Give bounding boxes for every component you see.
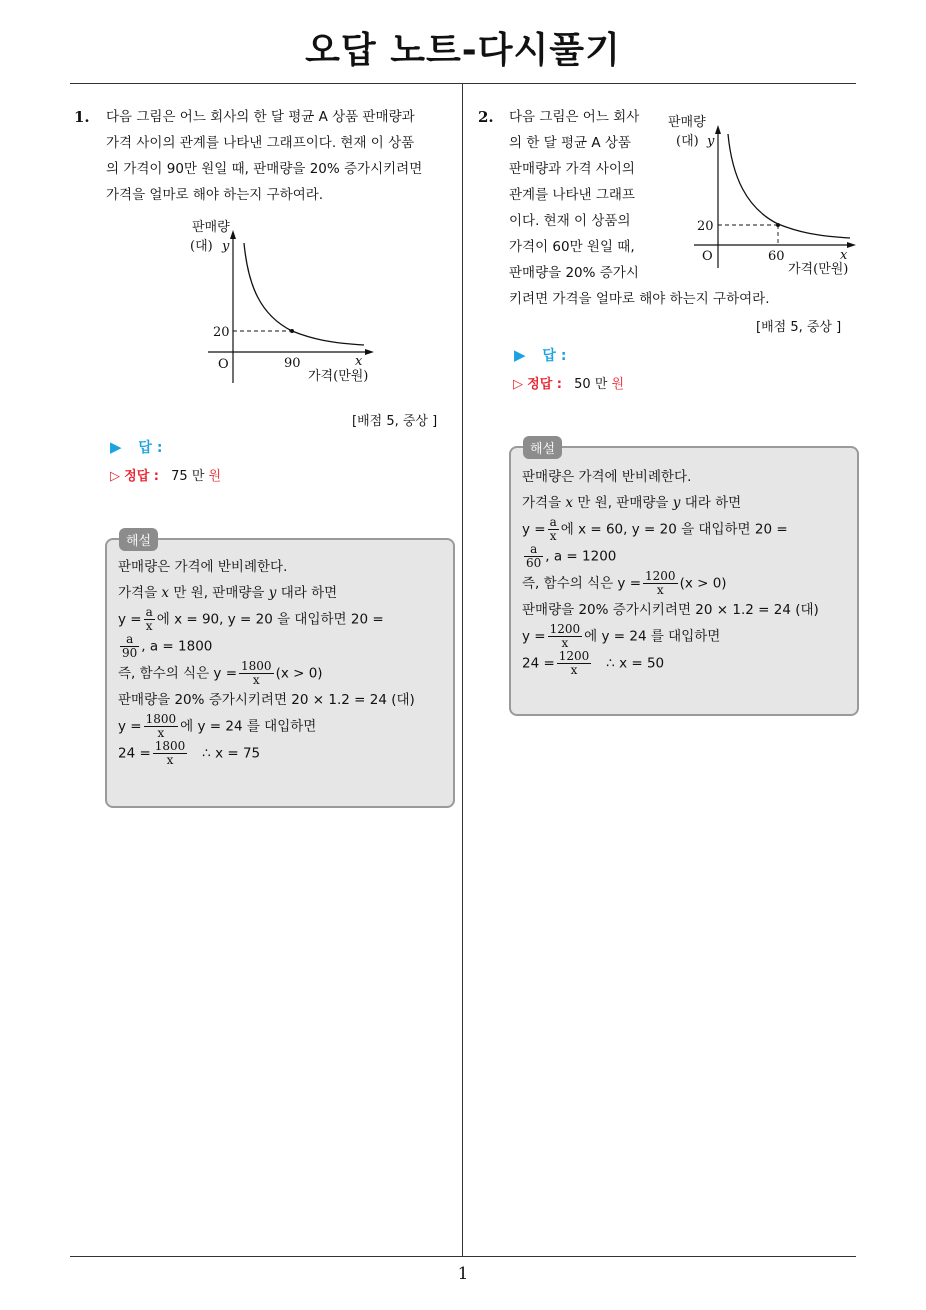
fraction: $\frac{a}{90}$	[122, 632, 138, 660]
y-axis-arrow	[715, 125, 721, 134]
question-1-explanation-tag: 해설	[119, 528, 158, 551]
play-icon: ▶	[110, 438, 122, 456]
question-2-answer	[514, 345, 566, 365]
fraction: $\frac{1800}{x}$	[154, 739, 186, 767]
fraction: $\frac{1200}{x}$	[549, 622, 581, 650]
y-axis-var: y	[707, 134, 715, 149]
expl-line: $\frac{a}{90}$ , a = 1800	[122, 632, 213, 660]
triangle-outline-icon: ▷	[110, 469, 120, 484]
question-line: 가격이 60만 원일 때,	[509, 239, 635, 255]
curve-point	[776, 223, 780, 227]
expl-line: 가격을 x 만 원, 판매량을 y 대라 하면	[118, 585, 338, 601]
question-1-number: 1.	[74, 108, 90, 126]
x-tick-label: 90	[284, 356, 301, 371]
question-2-text	[509, 104, 770, 312]
answer-label: 답 :	[542, 348, 567, 364]
fraction: $\frac{1800}{x}$	[241, 659, 272, 687]
triangle-outline-icon: ▷	[513, 377, 523, 392]
question-line: 의 가격이 90만 원일 때, 판매량을 20% 증가시키려면	[106, 161, 423, 177]
play-icon: ▶	[514, 346, 526, 364]
expl-line: 가격을 x 만 원, 판매량을 y 대라 하면	[522, 495, 742, 511]
expl-line: 24 = $\frac{1200}{x}$ ∴ x = 50	[522, 649, 665, 677]
correct-unit-man: 만	[191, 469, 205, 484]
x-axis-arrow	[847, 242, 856, 248]
y-axis-label: 판매량	[192, 220, 230, 235]
origin-label: O	[702, 249, 713, 264]
question-line: 다음 그림은 어느 회사	[509, 109, 640, 125]
question-line: 가격 사이의 관계를 나타낸 그래프이다. 현재 이 상품	[106, 135, 415, 151]
expl-line: 24 = $\frac{1800}{x}$ ∴ x = 75	[118, 739, 261, 767]
question-line: 판매량과 가격 사이의	[509, 161, 635, 177]
inverse-curve	[244, 243, 364, 345]
answer-label: 답 :	[138, 440, 163, 456]
fraction: $\frac{1200}{x}$	[645, 569, 676, 597]
top-rule	[70, 83, 856, 84]
x-axis-var: x	[355, 354, 363, 369]
question-1-score: [배점 5, 중상 ]	[352, 414, 438, 429]
question-line: 관계를 나타낸 그래프	[509, 187, 635, 203]
y-tick-label: 20	[697, 219, 714, 234]
question-1-graph	[180, 215, 390, 390]
y-axis-unit: (대)	[676, 134, 699, 149]
question-1-explanation	[118, 554, 443, 767]
expl-line: 즉, 함수의 식은 y = $\frac{1200}{x}$ (x > 0)	[522, 569, 727, 597]
correct-label: 정답 :	[124, 469, 159, 484]
fraction: $\frac{1800}{x}$	[145, 712, 177, 740]
correct-value: 75	[171, 469, 188, 484]
question-1-correct	[110, 465, 221, 484]
question-line: 이다. 현재 이 상품의	[509, 213, 631, 229]
expl-line: y = $\frac{a}{x}$ 에 x = 60, y = 20 을 대입하면 20 =	[522, 515, 788, 543]
bottom-rule	[70, 1256, 856, 1257]
fraction: $\frac{a}{x}$	[549, 515, 557, 543]
fraction: $\frac{1200}{x}$	[558, 649, 590, 677]
expl-line: y = $\frac{1200}{x}$ 에 y = 24 를 대입하면	[522, 622, 721, 650]
x-tick-label: 60	[768, 249, 785, 264]
question-2-graph	[664, 108, 864, 283]
expl-line: 판매량은 가격에 반비례한다.	[522, 469, 692, 485]
fraction: $\frac{a}{60}$	[526, 542, 542, 570]
correct-unit-man: 만	[594, 377, 608, 392]
inverse-curve	[728, 134, 850, 238]
question-2-explanation	[522, 464, 847, 677]
expl-line: 판매량을 20% 증가시키려면 20 × 1.2 = 24 (대)	[522, 602, 819, 618]
page-title: 오답 노트-다시풀기	[305, 30, 621, 71]
correct-label: 정답 :	[527, 377, 562, 392]
correct-unit-won: 원	[208, 469, 222, 484]
y-axis-var: y	[222, 239, 230, 254]
expl-line: y = $\frac{1800}{x}$ 에 y = 24 를 대입하면	[118, 712, 317, 740]
y-tick-label: 20	[213, 325, 230, 340]
page-number: 1	[457, 1264, 469, 1284]
expl-line: 판매량은 가격에 반비례한다.	[118, 559, 288, 575]
question-1-answer	[110, 437, 162, 457]
y-axis-arrow	[230, 230, 236, 239]
y-axis-label: 판매량	[668, 115, 706, 130]
question-line: 다음 그림은 어느 회사의 한 달 평균 A 상품 판매량과	[106, 109, 415, 125]
y-axis-unit: (대)	[190, 239, 213, 254]
question-2-score: [배점 5, 중상 ]	[756, 320, 842, 335]
fraction: $\frac{a}{x}$	[145, 605, 153, 633]
x-axis-label: 가격(만원)	[308, 369, 369, 384]
expl-line: 판매량을 20% 증가시키려면 20 × 1.2 = 24 (대)	[118, 692, 415, 708]
question-2-correct	[513, 373, 624, 392]
question-line: 의 한 달 평균 A 상품	[509, 135, 631, 151]
x-axis-arrow	[365, 349, 374, 355]
expl-line: $\frac{a}{60}$ , a = 1200	[526, 542, 617, 570]
correct-unit-won: 원	[611, 377, 625, 392]
origin-label: O	[218, 357, 229, 372]
expl-line: y = $\frac{a}{x}$ 에 x = 90, y = 20 을 대입하면 20 =	[118, 605, 384, 633]
question-2-number: 2.	[478, 108, 494, 126]
question-line: 판매량을 20% 증가시	[509, 265, 639, 281]
curve-point	[290, 329, 294, 333]
x-axis-var: x	[840, 248, 848, 263]
question-line: 가격을 얼마로 해야 하는지 구하여라.	[106, 187, 324, 203]
expl-line: 즉, 함수의 식은 y = $\frac{1800}{x}$ (x > 0)	[118, 659, 323, 687]
correct-value: 50	[574, 377, 591, 392]
question-1-text	[106, 104, 461, 208]
question-line: 키려면 가격을 얼마로 해야 하는지 구하여라.	[509, 291, 770, 307]
column-divider	[462, 83, 463, 1256]
x-axis-label: 가격(만원)	[788, 262, 849, 277]
question-2-explanation-tag: 해설	[523, 436, 562, 459]
